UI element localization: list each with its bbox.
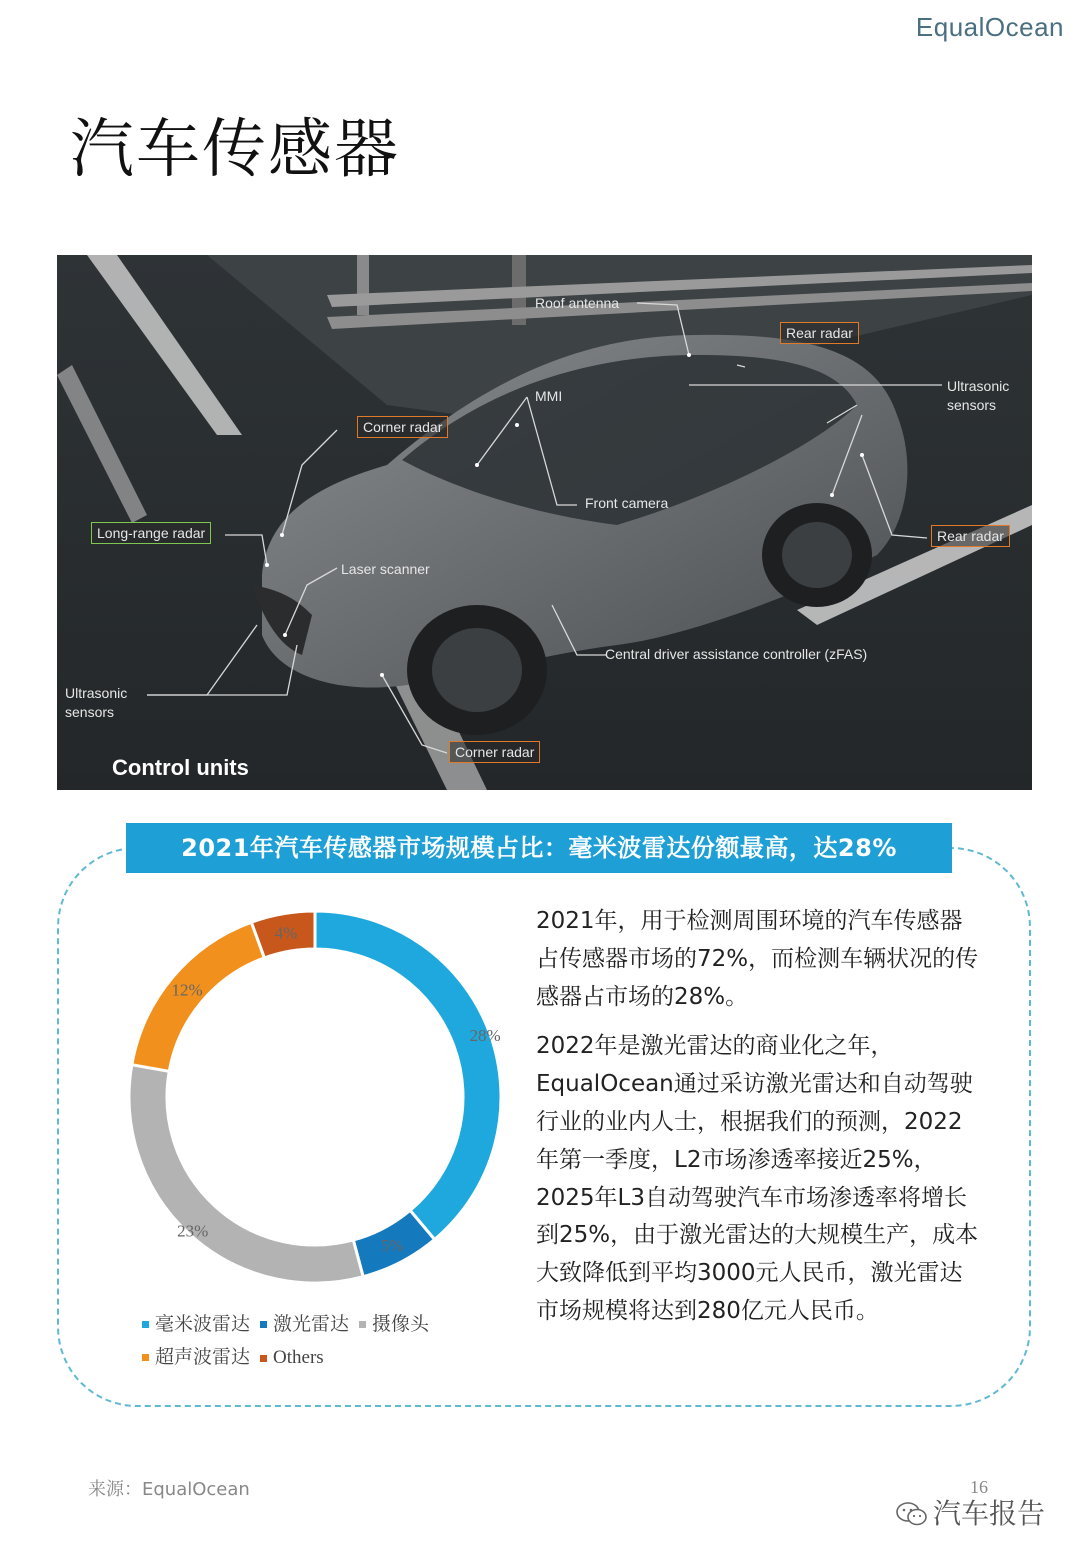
callout-rear-radar-right: Rear radar [931,525,1010,547]
paragraph-market-share: 2021年，用于检测周围环境的汽车传感器占传感器市场的72%，而检测车辆状况的传感器占市场的28%。 [536,908,979,1010]
callout-laser-scanner: Laser scanner [341,561,430,577]
legend-label: Others [273,1347,324,1368]
callout-corner-radar-bottom: Corner radar [449,741,540,763]
callout-central-controller: Central driver assistance controller (zFAS) [605,646,868,662]
callout-front-camera: Front camera [585,495,669,511]
callout-roof-antenna: Roof antenna [535,295,620,311]
equalocean-logo: EqualOcean [915,12,1064,42]
donut-label-3: 12% [171,980,203,1000]
callout-ultrasonic-sensors-right: Ultrasonic sensors [947,378,1010,413]
source-note: 来源：EqualOcean [88,1479,250,1500]
callout-mmi: MMI [535,388,563,404]
watermark-text: 汽车报告 [933,1497,1046,1530]
chart-legend [142,1308,502,1374]
donut-label-4: 4% [274,923,298,943]
donut-slice-0 [315,911,501,1239]
donut-label-0: 28% [469,1026,501,1046]
callout-rear-radar-top: Rear radar [780,322,859,344]
wechat-icon [895,1501,929,1527]
legend-swatch-icon [142,1354,149,1361]
legend-label: 激光雷达 [273,1313,350,1335]
legend-item-4 [260,1341,324,1374]
donut-slice-2 [129,1065,363,1283]
legend-item-3 [142,1341,250,1374]
callout-long-range-radar: Long-range radar [91,522,211,544]
page-number: 16 [970,1477,988,1497]
callout-ultrasonic-sensors-left: Ultrasonic sensors [65,685,128,720]
legend-label: 摄像头 [372,1313,430,1335]
sensor-diagram-image [57,255,1032,790]
page-title: 汽车传感器 [70,113,400,187]
control-units-caption: Control units [112,755,249,780]
body-text [536,903,981,1343]
callout-corner-radar-top: Corner radar [357,416,448,438]
legend-item-1 [260,1308,349,1341]
donut-chart [120,902,510,1292]
legend-item-2 [359,1308,429,1341]
donut-label-2: 23% [177,1221,209,1241]
wechat-watermark [895,1492,1045,1532]
legend-label: 毫米波雷达 [155,1313,251,1335]
chart-banner-title: 2021年汽车传感器市场规模占比：毫米波雷达份额最高，达28% [126,823,952,873]
legend-swatch-icon [359,1321,366,1328]
legend-label: 超声波雷达 [155,1346,251,1368]
legend-item-0 [142,1308,250,1341]
donut-label-1: 5% [380,1236,404,1256]
legend-swatch-icon [142,1321,149,1328]
legend-swatch-icon [260,1355,267,1362]
paragraph-lidar-forecast: 2022年是激光雷达的商业化之年，EqualOcean通过采访激光雷达和自动驾驶行业的业内人士，根据我们的预测，2022年第一季度，L2市场渗透率接近25%，2025年L3自动驾驶汽车市场渗透率将增长到25%，由于激光雷达的大规模生产，成本大致降低到平均3000元人民币，激光雷达市场规模将达到280亿元人民币。 [536,1033,979,1324]
legend-swatch-icon [260,1321,267,1328]
